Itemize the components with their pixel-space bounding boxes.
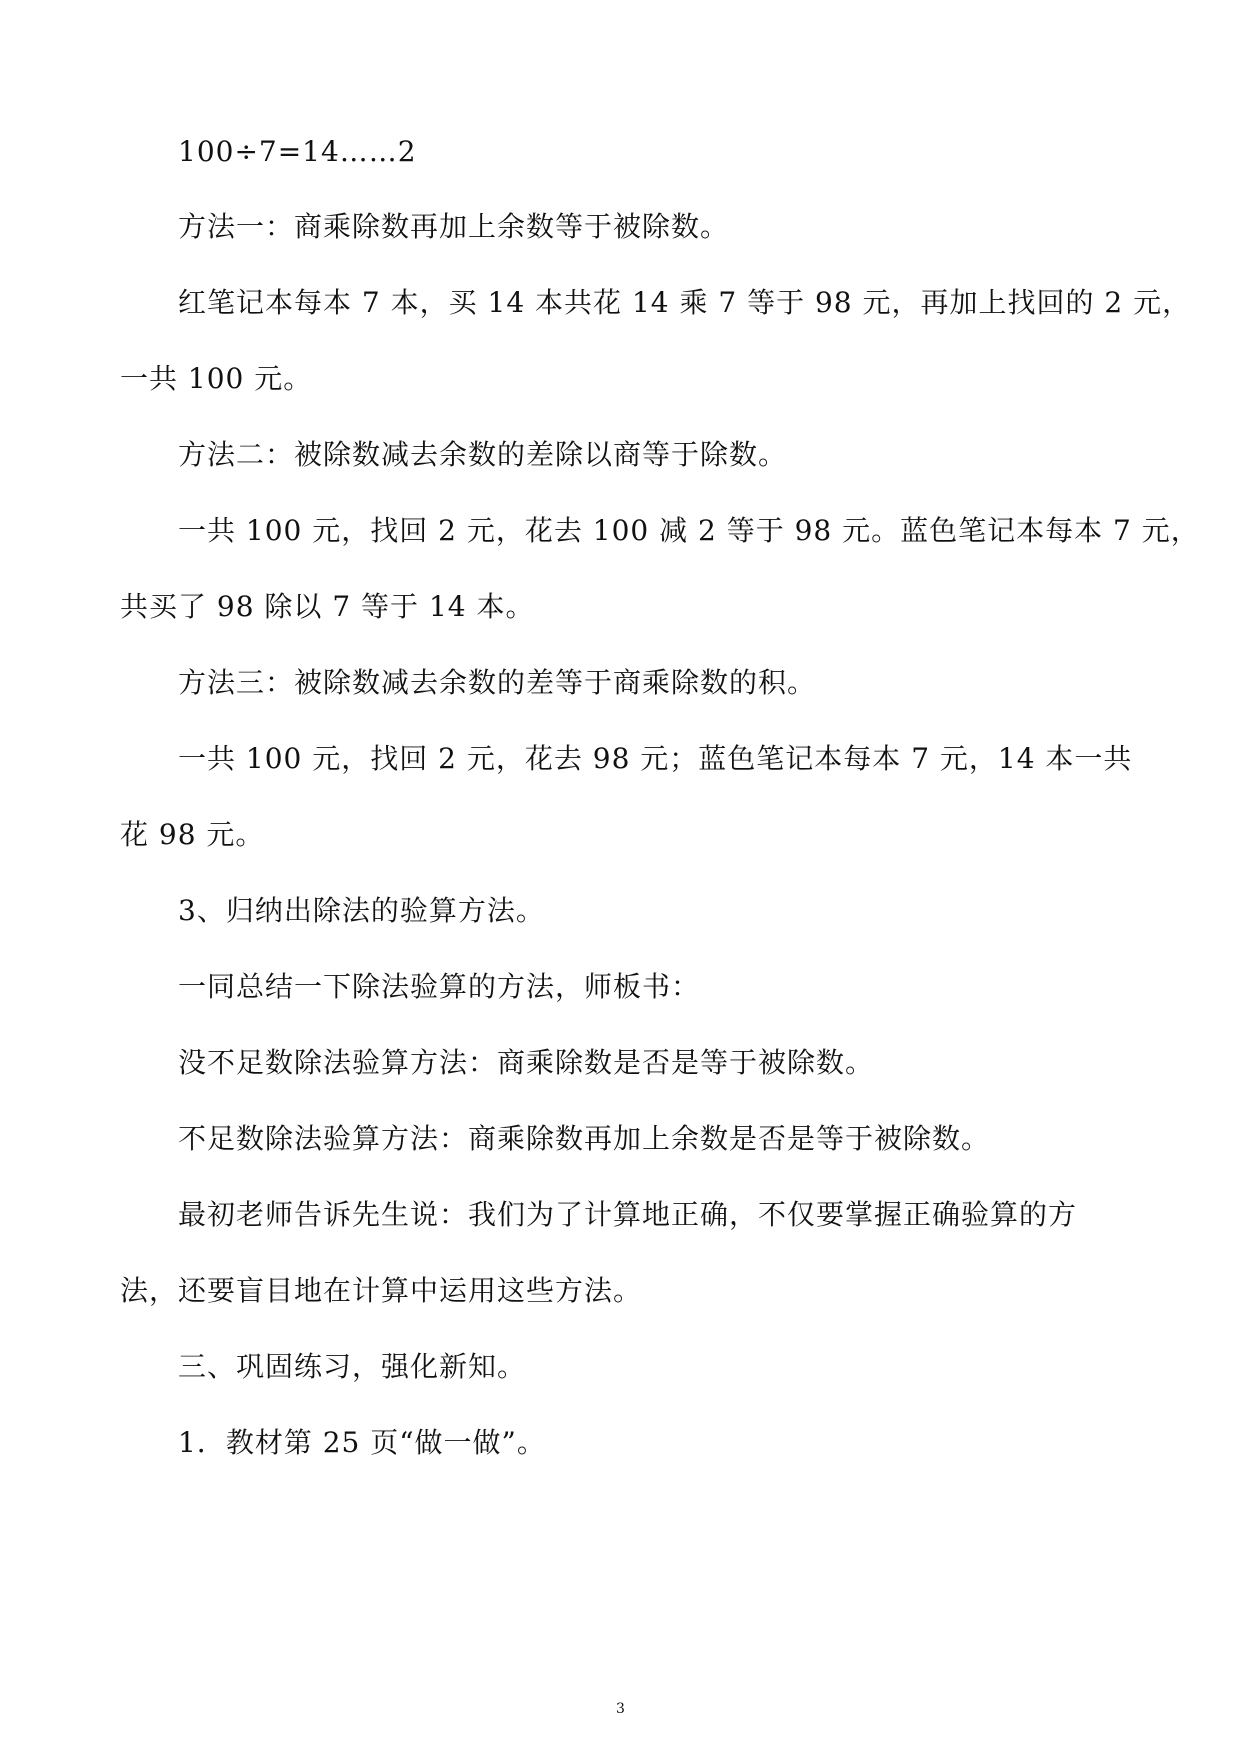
- page-number: 3: [616, 1701, 625, 1717]
- method-one-heading: 方法一：商乘除数再加上余数等于被除数。: [178, 210, 730, 243]
- equation-line: 100÷7=14……2: [178, 135, 417, 168]
- method-two-explanation-line-1: 一共 100 元，找回 2 元，花去 100 减 2 等于 98 元。蓝色笔记本每本 7 元，: [178, 514, 1200, 547]
- no-remainder-check-method: 没不足数除法验算方法：商乘除数是否是等于被除数。: [178, 1046, 875, 1079]
- teacher-remark-line-1: 最初老师告诉先生说：我们为了计算地正确，不仅要掌握正确验算的方: [178, 1198, 1078, 1231]
- summary-intro: 一同总结一下除法验算的方法，师板书：: [178, 970, 701, 1003]
- practice-item-1: 1．教材第 25 页“做一做”。: [178, 1426, 546, 1459]
- method-three-heading: 方法三：被除数减去余数的差等于商乘除数的积。: [178, 666, 817, 699]
- method-two-explanation-line-2: 共买了 98 除以 7 等于 14 本。: [120, 590, 535, 623]
- teacher-remark-line-2: 法，还要盲目地在计算中运用这些方法。: [120, 1274, 643, 1307]
- remainder-check-method: 不足数除法验算方法：商乘除数再加上余数是否是等于被除数。: [178, 1122, 991, 1155]
- method-one-explanation-line-2: 一共 100 元。: [120, 362, 313, 395]
- method-two-heading: 方法二：被除数减去余数的差除以商等于除数。: [178, 438, 788, 471]
- method-three-explanation-line-2: 花 98 元。: [120, 818, 265, 851]
- practice-heading: 三、巩固练习，强化新知。: [178, 1350, 527, 1383]
- method-three-explanation-line-1: 一共 100 元，找回 2 元，花去 98 元；蓝色笔记本每本 7 元，14 本一共: [178, 742, 1133, 775]
- section-3-heading: 3、归纳出除法的验算方法。: [178, 894, 545, 927]
- method-one-explanation-line-1: 红笔记本每本 7 本，买 14 本共花 14 乘 7 等于 98 元，再加上找回的 2 元，: [178, 286, 1192, 319]
